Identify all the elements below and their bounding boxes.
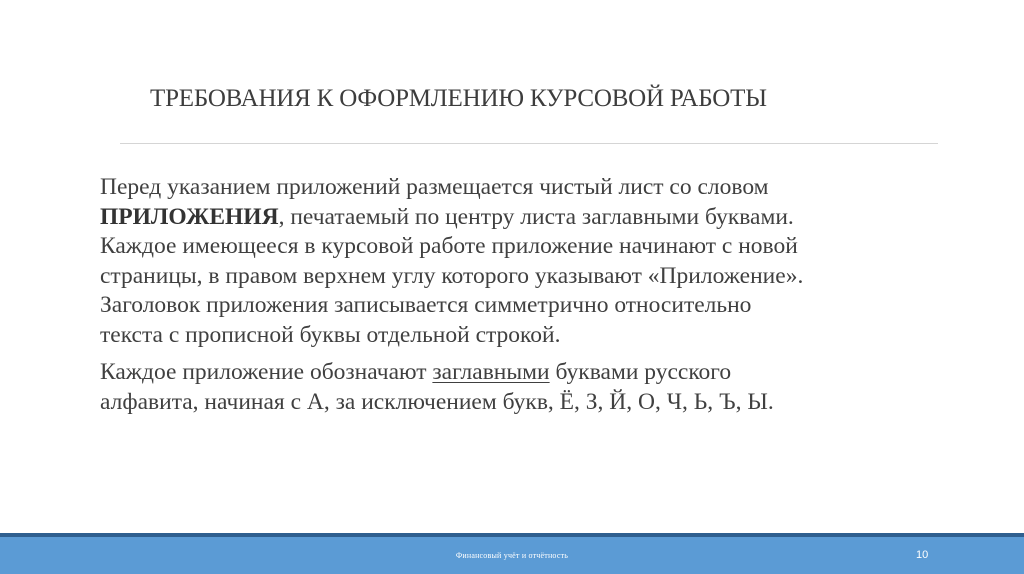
slide-body	[100, 173, 950, 417]
paragraph1-line2	[100, 203, 950, 233]
paragraph2-line2: алфавита, начиная с А, за исключением букв, Ё, З, Й, О, Ч, Ь, Ъ, Ы.	[100, 388, 774, 415]
page-number: 10	[916, 549, 929, 561]
paragraph1-line3: Каждое имеющееся в курсовой работе приложение начинают с новой	[100, 233, 798, 259]
title-divider	[120, 143, 938, 144]
paragraph2-line1	[100, 358, 950, 388]
underlined-word: заглавными	[432, 359, 550, 385]
appendix-keyword: ПРИЛОЖЕНИЯ	[100, 203, 279, 230]
paragraph1-line5: Заголовок приложения записывается симметрично относительно	[100, 292, 752, 318]
paragraph1-line4: страницы, в правом верхнем углу которого указывают «Приложение».	[100, 262, 804, 289]
paragraph2-line1-end: буквами русского	[549, 359, 732, 385]
paragraph-appendix-rules	[100, 173, 950, 350]
slide-title: ТРЕБОВАНИЯ К ОФОРМЛЕНИЮ КУРСОВОЙ РАБОТЫ	[150, 85, 767, 112]
footer-caption: Финансовый учёт и отчётность	[455, 551, 569, 560]
paragraph1-line6: текста с прописной буквы отдельной строкой.	[100, 321, 561, 348]
paragraph1-line2-rest: , печатаемый по центру листа заглавными буквами.	[278, 203, 794, 230]
paragraph2-line1-start: Каждое приложение обозначают	[100, 359, 433, 385]
paragraph-appendix-letters	[100, 358, 950, 417]
paragraph1-line1: Перед указанием приложений размещается чистый лист со словом	[100, 174, 769, 200]
